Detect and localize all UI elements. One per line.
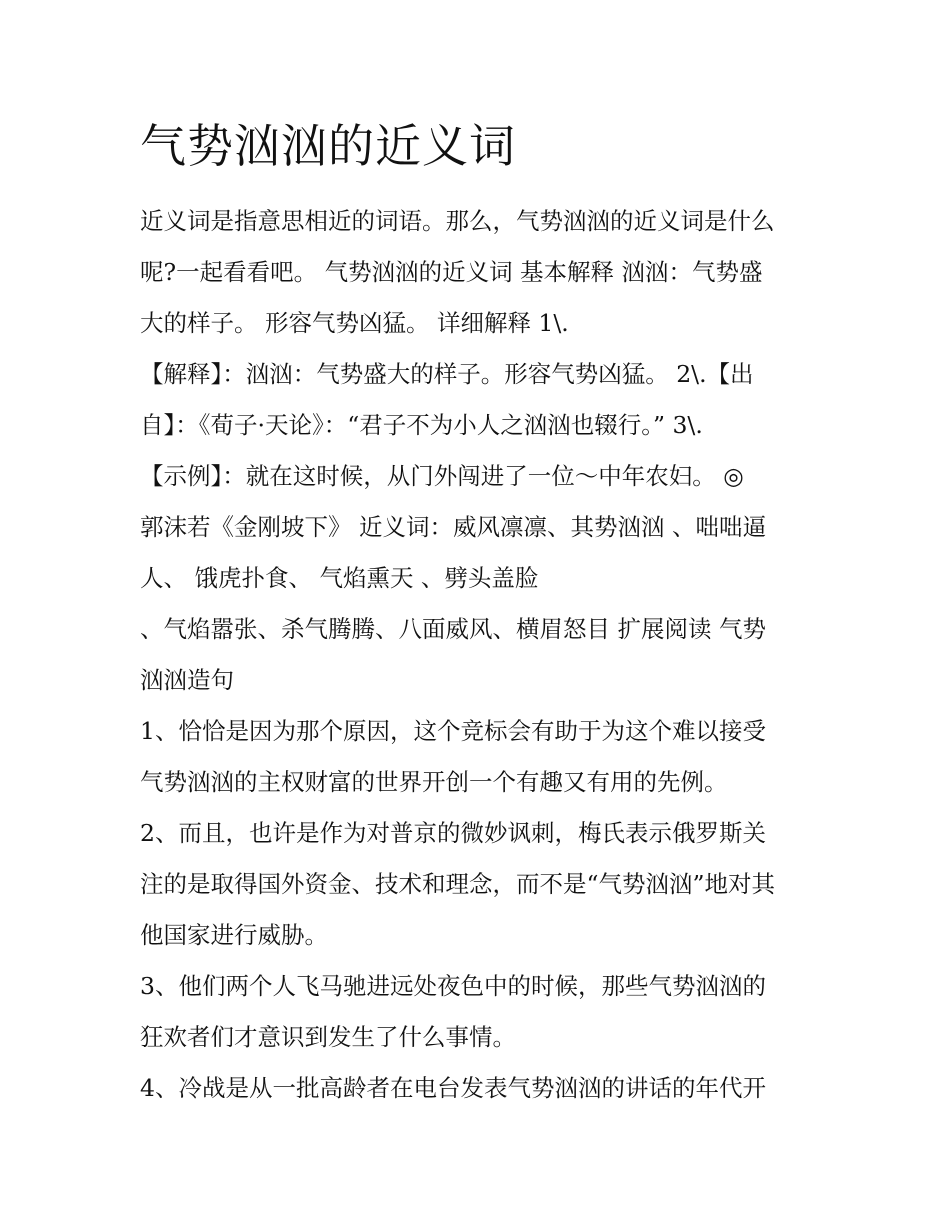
document-title: 气势汹汹的近义词 <box>140 119 516 173</box>
text-line: 4、冷战是从一批高龄者在电台发表气势汹汹的讲话的年代开 <box>140 1074 766 1102</box>
text-line: 【示例】：就在这时候，从门外闯进了一位～中年农妇。 ◎ <box>140 462 744 490</box>
text-line: 气势汹汹的主权财富的世界开创一个有趣又有用的先例。 <box>140 768 728 796</box>
text-line: 注的是取得国外资金、技术和理念，而不是“气势汹汹”地对其 <box>140 870 776 898</box>
text-line: 汹汹造句 <box>140 666 234 694</box>
text-line: 3、他们两个人飞马驰进远处夜色中的时候，那些气势汹汹的 <box>140 972 766 1000</box>
text-line: 、气焰嚣张、杀气腾腾、八面威风、横眉怒目 扩展阅读 气势 <box>140 615 766 643</box>
text-line: 郭沫若《金刚坡下》 近义词：威风凛凛、其势汹汹 、咄咄逼 <box>140 513 766 541</box>
text-line: 大的样子。 形容气势凶猛。 详细解释 1\. <box>140 309 569 337</box>
text-line: 2、而且，也许是作为对普京的微妙讽刺，梅氏表示俄罗斯关 <box>140 819 766 847</box>
text-line: 他国家进行威胁。 <box>140 921 328 949</box>
text-line: 人、 饿虎扑食、 气焰熏天 、劈头盖脸 <box>140 564 539 592</box>
text-line: 狂欢者们才意识到发生了什么事情。 <box>140 1023 516 1051</box>
text-line: 呢?一起看看吧。 气势汹汹的近义词 基本解释 汹汹：气势盛 <box>140 258 763 286</box>
text-line: 近义词是指意思相近的词语。那么，气势汹汹的近义词是什么 <box>140 207 775 235</box>
document-body <box>140 196 820 1114</box>
text-line: 1、恰恰是因为那个原因，这个竞标会有助于为这个难以接受 <box>140 717 766 745</box>
text-line: 【解释】：汹汹：气势盛大的样子。形容气势凶猛。 2\.【出 <box>140 360 754 388</box>
text-line: 自】：《荀子·天论》：“君子不为小人之汹汹也辍行。” 3\. <box>140 411 703 439</box>
